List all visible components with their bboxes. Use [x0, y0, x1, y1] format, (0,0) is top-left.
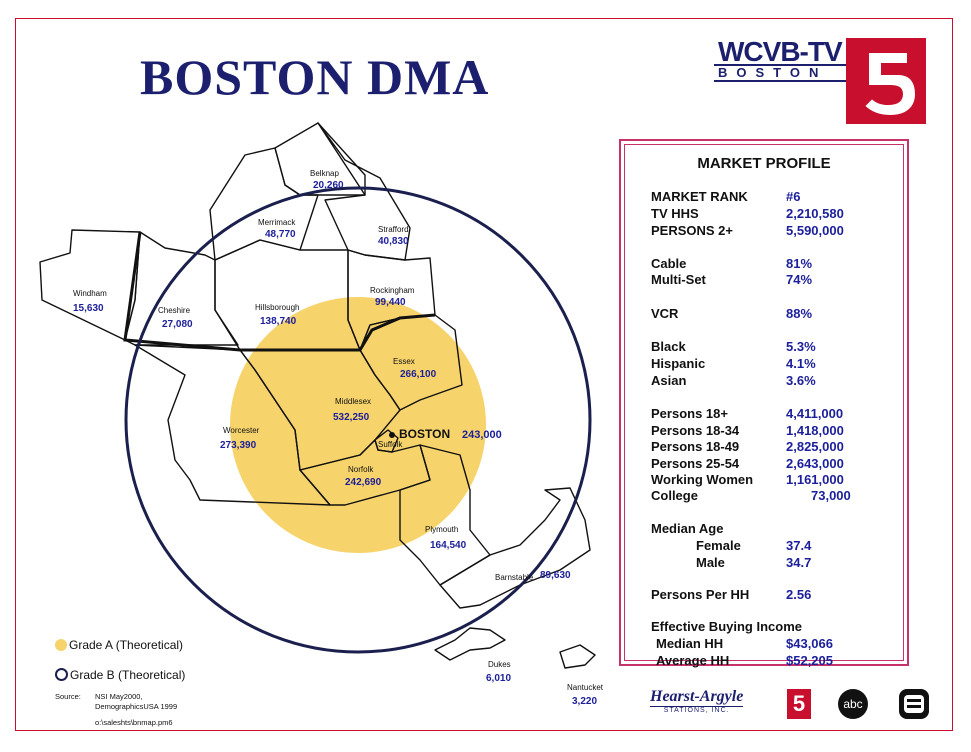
profile-row-value: 5,590,000 — [786, 223, 844, 238]
grade-b-label: Grade B (Theoretical) — [70, 668, 186, 682]
profile-row-value: 4,411,000 — [786, 406, 844, 421]
label-cheshire: Cheshire — [158, 306, 191, 315]
profile-row-value: #6 — [786, 189, 801, 204]
profile-row-value: 34.7 — [786, 555, 812, 570]
profile-row-label: Cable — [651, 256, 687, 271]
profile-row-label: Average HH — [656, 653, 730, 668]
county-windham — [40, 230, 140, 340]
county-merrimack — [210, 148, 318, 260]
abc-logo: abc — [838, 689, 868, 719]
profile-row-label: Persons 18-49 — [651, 439, 740, 454]
label-merrimack: Merrimack — [258, 218, 296, 227]
profile-row-value: 37.4 — [786, 538, 812, 553]
profile-row-label: Working Women — [651, 472, 754, 487]
profile-row-label: Persons 18-34 — [651, 423, 740, 438]
profile-row-label: Multi-Set — [651, 272, 706, 287]
value-strafford: 40,830 — [378, 236, 409, 247]
value-hillsborough: 138,740 — [260, 316, 297, 327]
value-worcester: 273,390 — [220, 440, 257, 451]
profile-row-label: VCR — [651, 306, 679, 321]
value-belknap: 20,260 — [313, 180, 344, 191]
county-dukes — [435, 628, 505, 660]
profile-row-label: MARKET RANK — [651, 189, 748, 204]
label-middlesex: Middlesex — [335, 397, 372, 406]
label-suffolk: Suffolk — [378, 440, 403, 449]
label-barnstable: Barnstable — [495, 573, 534, 582]
county-nantucket — [560, 645, 595, 668]
profile-row-label: Male — [696, 555, 725, 570]
grade-a-swatch — [55, 639, 67, 651]
profile-row-label: Hispanic — [651, 356, 706, 371]
grade-a-label: Grade A (Theoretical) — [69, 638, 184, 652]
page-title: BOSTON DMA — [140, 49, 490, 105]
label-norfolk: Norfolk — [348, 465, 374, 474]
profile-row-label: Median HH — [656, 636, 724, 651]
market-profile-panel — [619, 139, 909, 666]
label-nantucket: Nantucket — [567, 683, 604, 692]
profile-row-value: $43,066 — [786, 636, 833, 651]
label-belknap: Belknap — [310, 169, 339, 178]
label-worcester: Worcester — [223, 426, 260, 435]
value-essex: 266,100 — [400, 369, 437, 380]
profile-row-label: PERSONS 2+ — [651, 223, 734, 238]
source-file: o:\saleshts\bnmap.pm6 — [95, 718, 173, 727]
value-merrimack: 48,770 — [265, 229, 296, 240]
label-rockingham: Rockingham — [370, 286, 415, 295]
grade-b-swatch — [55, 668, 68, 681]
value-dukes: 6,010 — [486, 673, 512, 684]
profile-row-label: Effective Buying Income — [651, 619, 802, 634]
label-strafford: Strafford — [378, 225, 409, 234]
market-profile-title: MARKET PROFILE — [697, 155, 831, 172]
legend-grade-b — [55, 668, 185, 682]
label-essex: Essex — [393, 357, 415, 366]
profile-row-label: Black — [651, 339, 686, 354]
profile-row-value: 74% — [786, 272, 813, 287]
profile-row-label: TV HHS — [651, 206, 699, 221]
label-dukes: Dukes — [488, 660, 511, 669]
source-line1: NSI May2000, — [95, 692, 143, 701]
profile-row-label: College — [651, 488, 698, 503]
profile-row-value: 2,210,580 — [786, 206, 844, 221]
profile-row-label: Female — [696, 538, 741, 553]
boston-label: BOSTON — [399, 427, 451, 441]
grade-a-area — [230, 297, 486, 553]
channel-5-small-logo: 5 — [787, 689, 811, 719]
source-label: Source: — [55, 692, 81, 701]
profile-row-value: 4.1% — [786, 356, 816, 371]
boston-dot — [389, 432, 395, 438]
profile-row-label: Asian — [651, 373, 687, 388]
source-line2: DemographicsUSA 1999 — [95, 702, 178, 711]
profile-row-value: 2,643,000 — [786, 456, 844, 471]
label-windham: Windham — [73, 289, 107, 298]
hearst-argyle-logo — [650, 688, 743, 714]
value-rockingham: 99,440 — [375, 297, 406, 308]
profile-row-value: 2,825,000 — [786, 439, 844, 454]
value-middlesex: 532,250 — [333, 412, 370, 423]
value-windham: 15,630 — [73, 303, 104, 314]
value-plymouth: 164,540 — [430, 540, 467, 551]
legend-grade-a — [55, 638, 183, 652]
value-barnstable: 89,630 — [540, 570, 571, 581]
profile-row-value: 1,161,000 — [786, 472, 844, 487]
profile-row-value: 5.3% — [786, 339, 816, 354]
value-norfolk: 242,690 — [345, 477, 382, 488]
profile-row-label: Persons 18+ — [651, 406, 728, 421]
logo-line2: BOSTON — [714, 64, 854, 82]
profile-row-value: 1,418,000 — [786, 423, 844, 438]
hearst-sub: STATIONS, INC. — [663, 707, 730, 714]
boston-value: 243,000 — [462, 429, 502, 441]
profile-row-label: Persons Per HH — [651, 587, 750, 602]
market-profile-inner — [624, 144, 904, 668]
station-network-icon — [898, 688, 930, 720]
profile-row-label: Persons 25-54 — [651, 456, 740, 471]
label-plymouth: Plymouth — [425, 525, 459, 534]
profile-row-value: 3.6% — [786, 373, 816, 388]
profile-row-value: 81% — [786, 256, 813, 271]
profile-row-value: 88% — [786, 306, 813, 321]
value-nantucket: 3,220 — [572, 696, 598, 707]
profile-row-value: 73,000 — [811, 488, 851, 503]
profile-row-value: $52,205 — [786, 653, 833, 668]
value-cheshire: 27,080 — [162, 319, 193, 330]
profile-row-value: 2.56 — [786, 587, 812, 602]
logo-line1: WCVB-TV — [718, 36, 842, 67]
hearst-name: Hearst-Argyle — [650, 688, 744, 705]
profile-row-label: Median Age — [651, 521, 724, 536]
label-hillsborough: Hillsborough — [255, 303, 300, 312]
